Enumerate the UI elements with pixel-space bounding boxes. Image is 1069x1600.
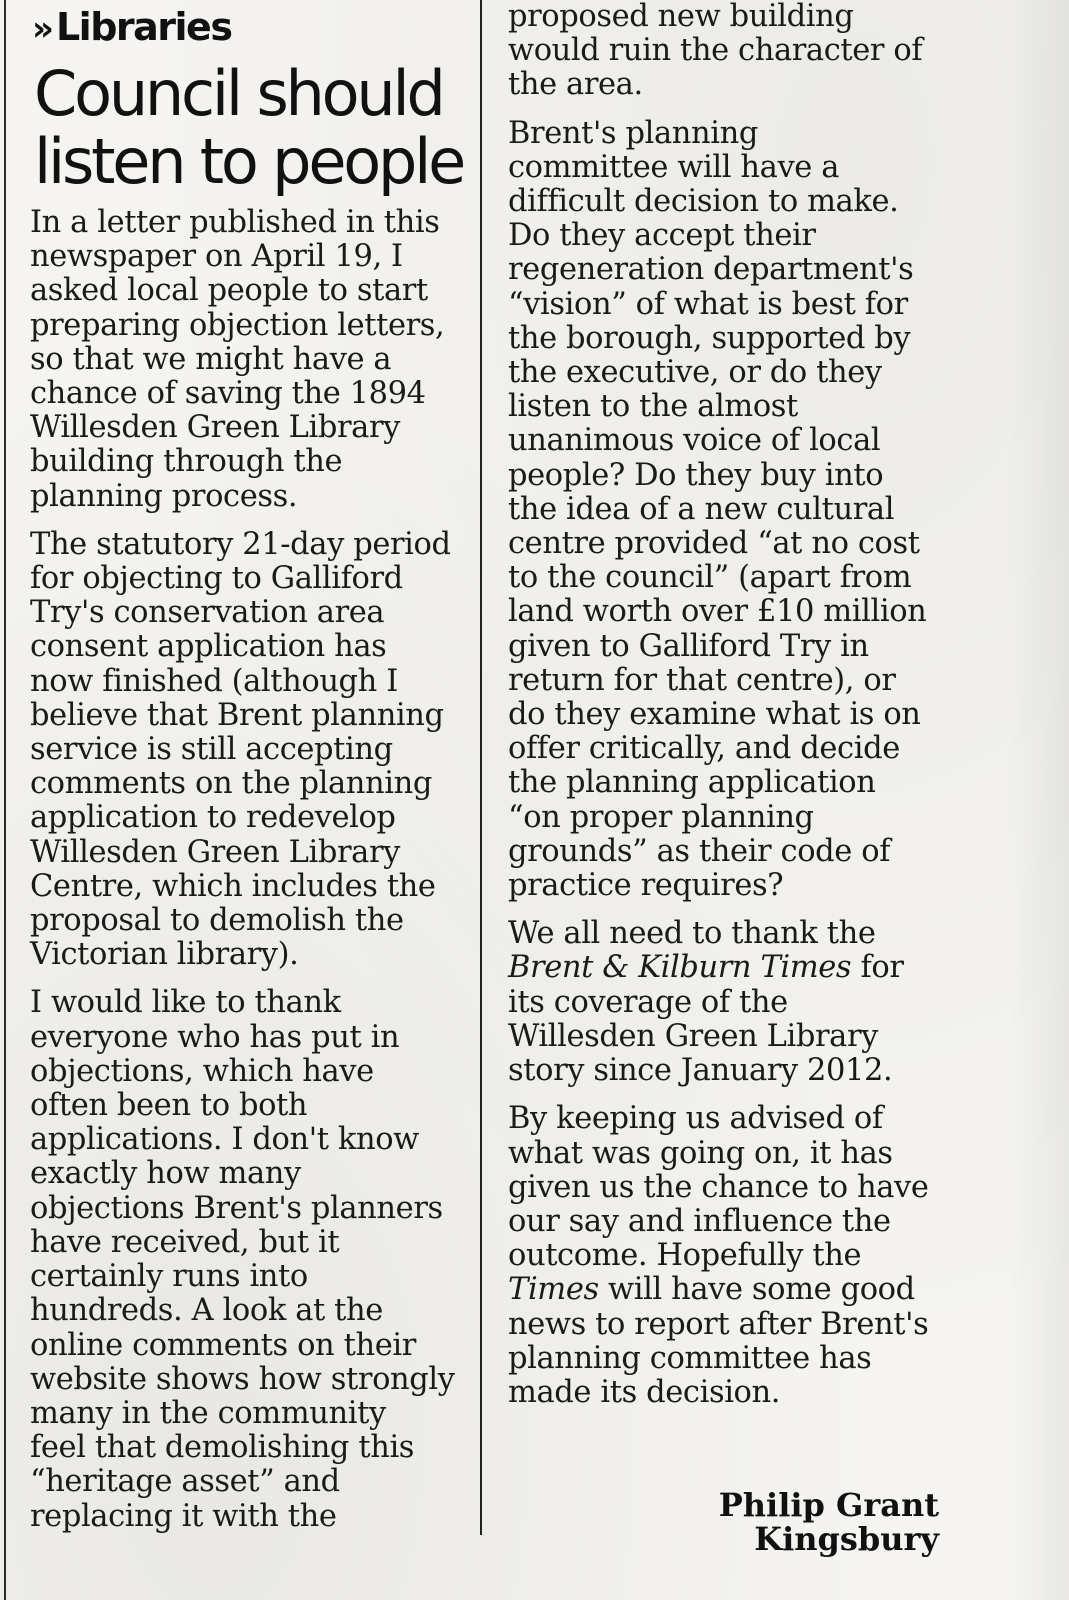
paragraph <box>22 206 470 514</box>
text-line: unanimous voice of local <box>508 423 881 459</box>
text-line: the executive, or do they <box>508 355 882 391</box>
text-line: given us the chance to have <box>508 1169 929 1205</box>
text-line: now finished (although I <box>30 663 398 699</box>
section-label: Libraries <box>55 5 232 49</box>
text-line: building through the <box>30 444 343 480</box>
text-line: “on proper planning <box>508 799 814 835</box>
text-line: service is still accepting <box>30 732 393 768</box>
text-line: We all need to thank the <box>508 916 876 952</box>
page-edge-rule <box>4 0 6 1600</box>
text-line: Brent & Kilburn Times for <box>508 950 904 986</box>
left-column <box>22 0 470 1548</box>
text-line: website shows how strongly <box>30 1361 455 1397</box>
right-column-body <box>508 0 948 1410</box>
text-line: replacing it with the <box>30 1498 337 1534</box>
text-line: what was going on, it has <box>508 1135 893 1171</box>
signature-location: Kingsbury <box>754 1520 939 1558</box>
text-line: “heritage asset” and <box>30 1464 340 1500</box>
text-line: exactly how many <box>30 1156 301 1192</box>
text-line: grounds” as their code of <box>508 833 891 869</box>
text-line: Willesden Green Library <box>30 834 400 870</box>
text-line: The statutory 21-day period <box>30 526 451 562</box>
text-line: the borough, supported by <box>508 320 911 356</box>
text-line: so that we might have a <box>30 341 392 377</box>
text-line: In a letter published in this <box>30 205 440 240</box>
text-line: Centre, which includes the <box>30 868 436 904</box>
paragraph <box>508 1102 948 1410</box>
text-line: online comments on their <box>30 1327 416 1363</box>
text-line: application to redevelop <box>30 800 396 836</box>
text-line: its coverage of the <box>508 984 788 1020</box>
text-line: Try's conservation area <box>30 595 385 631</box>
text-line: believe that Brent planning <box>30 697 444 733</box>
text-line: people? Do they buy into <box>508 457 884 493</box>
text-line: proposal to demolish the <box>30 903 404 939</box>
text-line: the idea of a new cultural <box>508 491 895 527</box>
text-line: the area. <box>508 67 643 103</box>
text-line: objections, which have <box>30 1053 374 1089</box>
left-column-body <box>22 206 470 1534</box>
text-line: Brent's planning <box>508 115 758 151</box>
text-line: preparing objection letters, <box>30 307 445 343</box>
paragraph <box>508 917 948 1088</box>
paragraph <box>508 117 948 904</box>
text-line: to the council” (apart from <box>508 560 912 596</box>
right-column <box>508 0 948 1424</box>
text-line: practice requires? <box>508 868 784 904</box>
text-line: comments on the planning <box>30 766 433 802</box>
paragraph <box>22 528 470 973</box>
text-line: feel that demolishing this <box>30 1430 415 1466</box>
text-line: given to Galliford Try in <box>508 628 869 664</box>
text-line: objections Brent's planners <box>30 1190 443 1226</box>
text-line: newspaper on April 19, I <box>30 239 403 275</box>
text-line: offer critically, and decide <box>508 731 900 767</box>
text-line: proposed new building <box>508 0 854 34</box>
text-line: Willesden Green Library <box>30 410 400 446</box>
text-line: committee will have a <box>508 149 840 185</box>
text-line: return for that centre), or <box>508 662 896 698</box>
text-line: certainly runs into <box>30 1259 308 1295</box>
column-divider <box>480 0 482 1535</box>
text-line: have received, but it <box>30 1224 340 1260</box>
headline <box>34 57 470 198</box>
text-line: hundreds. A look at the <box>30 1293 383 1329</box>
text-line: made its decision. <box>508 1374 781 1410</box>
text-line: would ruin the character of <box>508 33 923 69</box>
headline-line: Council should <box>34 57 443 130</box>
text-line: Victorian library). <box>30 937 299 973</box>
text-line: land worth over £10 million <box>508 594 927 630</box>
text-line: Times will have some good <box>508 1272 915 1308</box>
text-line: planning committee has <box>508 1340 872 1376</box>
text-line: consent application has <box>30 629 387 665</box>
section-kicker <box>32 4 470 52</box>
text-line: regeneration department's <box>508 252 914 288</box>
text-line: I would like to thank <box>30 985 341 1021</box>
text-line: listen to the almost <box>508 389 798 425</box>
text-line: outcome. Hopefully the <box>508 1238 862 1274</box>
text-line: many in the community <box>30 1395 386 1431</box>
headline-line: listen to people <box>34 125 464 198</box>
text-line: for objecting to Galliford <box>30 561 403 597</box>
text-line: centre provided “at no cost <box>508 526 920 562</box>
text-line: news to report after Brent's <box>508 1306 929 1342</box>
text-line: often been to both <box>30 1088 308 1124</box>
text-line: our say and influence the <box>508 1203 891 1239</box>
text-line: Willesden Green Library <box>508 1018 878 1054</box>
letter-signature <box>719 1488 939 1556</box>
text-line: story since January 2012. <box>508 1053 893 1089</box>
paragraph <box>508 0 948 103</box>
text-line: asked local people to start <box>30 273 428 309</box>
text-line: Do they accept their <box>508 218 816 254</box>
text-line: difficult decision to make. <box>508 184 899 220</box>
text-line: applications. I don't know <box>30 1122 419 1158</box>
text-line: do they examine what is on <box>508 697 921 733</box>
text-line: chance of saving the 1894 <box>30 376 426 412</box>
text-line: “vision” of what is best for <box>508 286 908 322</box>
text-line: the planning application <box>508 765 876 801</box>
double-chevron-icon: » <box>32 9 48 49</box>
signature-name: Philip Grant <box>718 1486 939 1524</box>
page-shadow <box>1009 0 1069 1600</box>
paragraph <box>22 986 470 1533</box>
text-line: everyone who has put in <box>30 1019 400 1055</box>
text-line: By keeping us advised of <box>508 1101 883 1137</box>
text-line: planning process. <box>30 478 298 514</box>
